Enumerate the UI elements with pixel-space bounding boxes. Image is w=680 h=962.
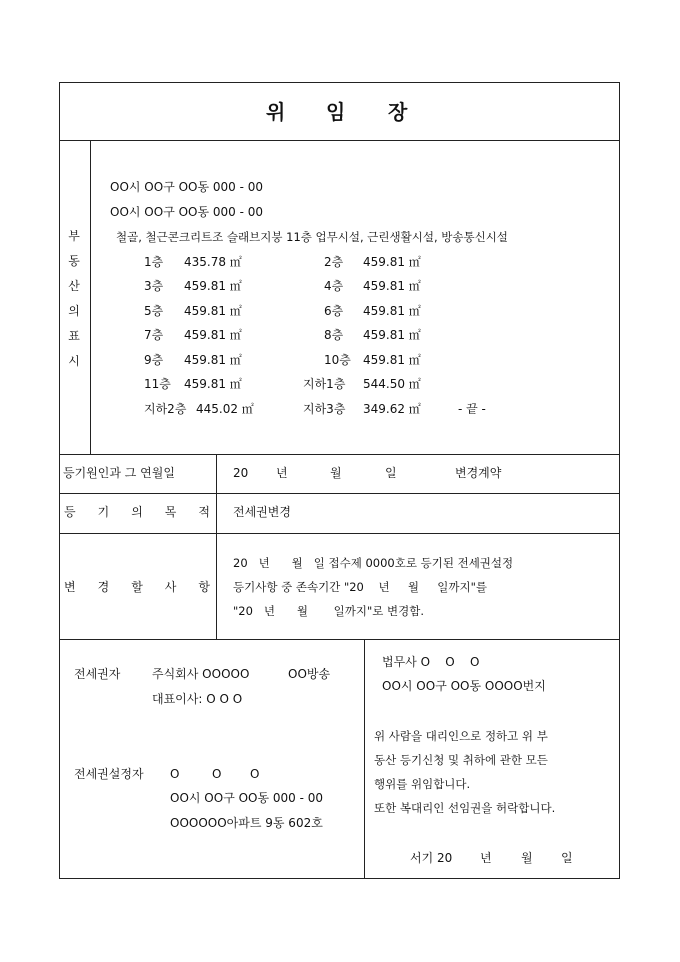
floor-area: 459.81 ㎡ [184,304,242,318]
change-label-char: 할 [131,580,143,594]
floor-area: 459.81 ㎡ [363,279,421,293]
floor-area: 459.81 ㎡ [363,304,421,318]
change-line-2: 등기사항 중 존속기간 "20 년 월 일까지"를 [233,580,487,594]
purpose-label-char: 목 [164,505,177,519]
floor-area: 544.50 ㎡ [363,377,421,391]
divider [60,639,619,640]
floor-area: 349.62 ㎡ [363,402,421,416]
change-label-char: 변 [64,580,76,594]
divider [60,493,619,494]
side-label-char: 산 [68,279,80,293]
purpose-label-char: 기 [97,505,110,519]
change-label [64,580,210,594]
divider [216,454,217,639]
agent-title: 법무사 O O O [382,655,480,669]
floor-name: 3층 [144,279,164,293]
setter-name-char: O [170,767,180,781]
agent-address: OO시 OO구 OO동 OOOO번지 [382,679,546,693]
cause-contract: 변경계약 [455,466,502,480]
setter-apartment: OOOOOO아파트 9동 602호 [170,816,323,830]
setter-address: OO시 OO구 OO동 000 - 00 [170,791,324,805]
floor-area: 459.81 ㎡ [363,353,421,367]
floor-name: 지하2층 [144,402,187,416]
change-label-char: 경 [97,580,110,594]
floor-area: 459.81 ㎡ [363,328,421,342]
floor-area: 459.81 ㎡ [184,353,242,367]
floor-name: 11층 [144,377,171,391]
setter-name-char: O [212,767,222,781]
cause-nyeon: 년 [276,466,288,480]
date-wol: 월 [521,851,533,865]
date-nyeon: 년 [480,851,492,865]
cause-wol: 월 [330,466,342,480]
delegation-line-3: 행위를 위임합니다. [374,777,471,791]
floor-name: 지하1층 [303,377,346,391]
setter-label: 전세권설정자 [74,767,144,781]
holder-representative: 대표이사: O O O [152,692,243,706]
end-mark: - 끝 - [458,402,486,416]
floor-area: 459.81 ㎡ [363,255,421,269]
change-label-char: 항 [198,580,210,594]
divider [90,140,91,454]
floor-name: 2층 [324,255,344,269]
cause-label: 등기원인과 그 연월일 [63,466,175,480]
side-label-char: 의 [68,304,80,318]
date-il: 일 [561,851,573,865]
purpose-label-char: 등 [64,505,76,519]
holder-label: 전세권자 [74,667,121,681]
property-address-1: OO시 OO구 OO동 000 - 00 [110,180,264,194]
floor-name: 10층 [324,353,351,367]
floor-name: 6층 [324,304,344,318]
cause-year: 20 [233,466,249,480]
change-line-3: "20 년 월 일까지"로 변경함. [233,604,424,618]
floor-name: 1층 [144,255,164,269]
holder-company: 주식회사 OOOOO [152,667,250,681]
change-line-1: 20 년 월 일 접수제 0000호로 등기된 전세권설정 [233,556,514,570]
floor-area: 459.81 ㎡ [184,377,242,391]
floor-area: 459.81 ㎡ [184,328,242,342]
holder-branch: OO방송 [288,667,331,681]
floor-name: 9층 [144,353,164,367]
property-address-2: OO시 OO구 OO동 000 - 00 [110,205,264,219]
delegation-line-2: 동산 등기신청 및 취하에 관한 모든 [374,753,548,767]
cause-il: 일 [385,466,397,480]
title-char-1: 위 [266,100,286,124]
setter-name-char: O [250,767,260,781]
floor-name: 7층 [144,328,164,342]
floor-area: 459.81 ㎡ [184,279,242,293]
side-label-char: 표 [68,329,80,343]
floor-name: 8층 [324,328,344,342]
side-label-char: 시 [68,354,80,368]
title-char-2: 임 [326,100,346,124]
delegation-line-1: 위 사람을 대리인으로 정하고 위 부 [374,729,548,743]
purpose-value: 전세권변경 [233,505,291,519]
floor-name: 지하3층 [303,402,346,416]
side-label-char: 동 [68,254,80,268]
divider [60,454,619,455]
change-label-char: 사 [164,580,177,594]
floor-area: 445.02 ㎡ [196,402,254,416]
date-prefix: 서기 20 [410,851,453,865]
delegation-line-4: 또한 복대리인 선임권을 허락합니다. [374,801,556,815]
floor-name: 5층 [144,304,164,318]
divider [60,533,619,534]
title-char-3: 장 [388,100,408,124]
side-label-char: 부 [68,229,80,243]
floor-name: 4층 [324,279,344,293]
purpose-label [64,505,210,519]
property-structure: 철골, 철근콘크리트조 슬래브지붕 11층 업무시설, 근린생활시설, 방송통신시설 [116,230,508,244]
floor-area: 435.78 ㎡ [184,255,242,269]
purpose-label-char: 적 [198,505,210,519]
purpose-label-char: 의 [131,505,143,519]
divider [60,140,619,141]
divider [364,639,365,878]
